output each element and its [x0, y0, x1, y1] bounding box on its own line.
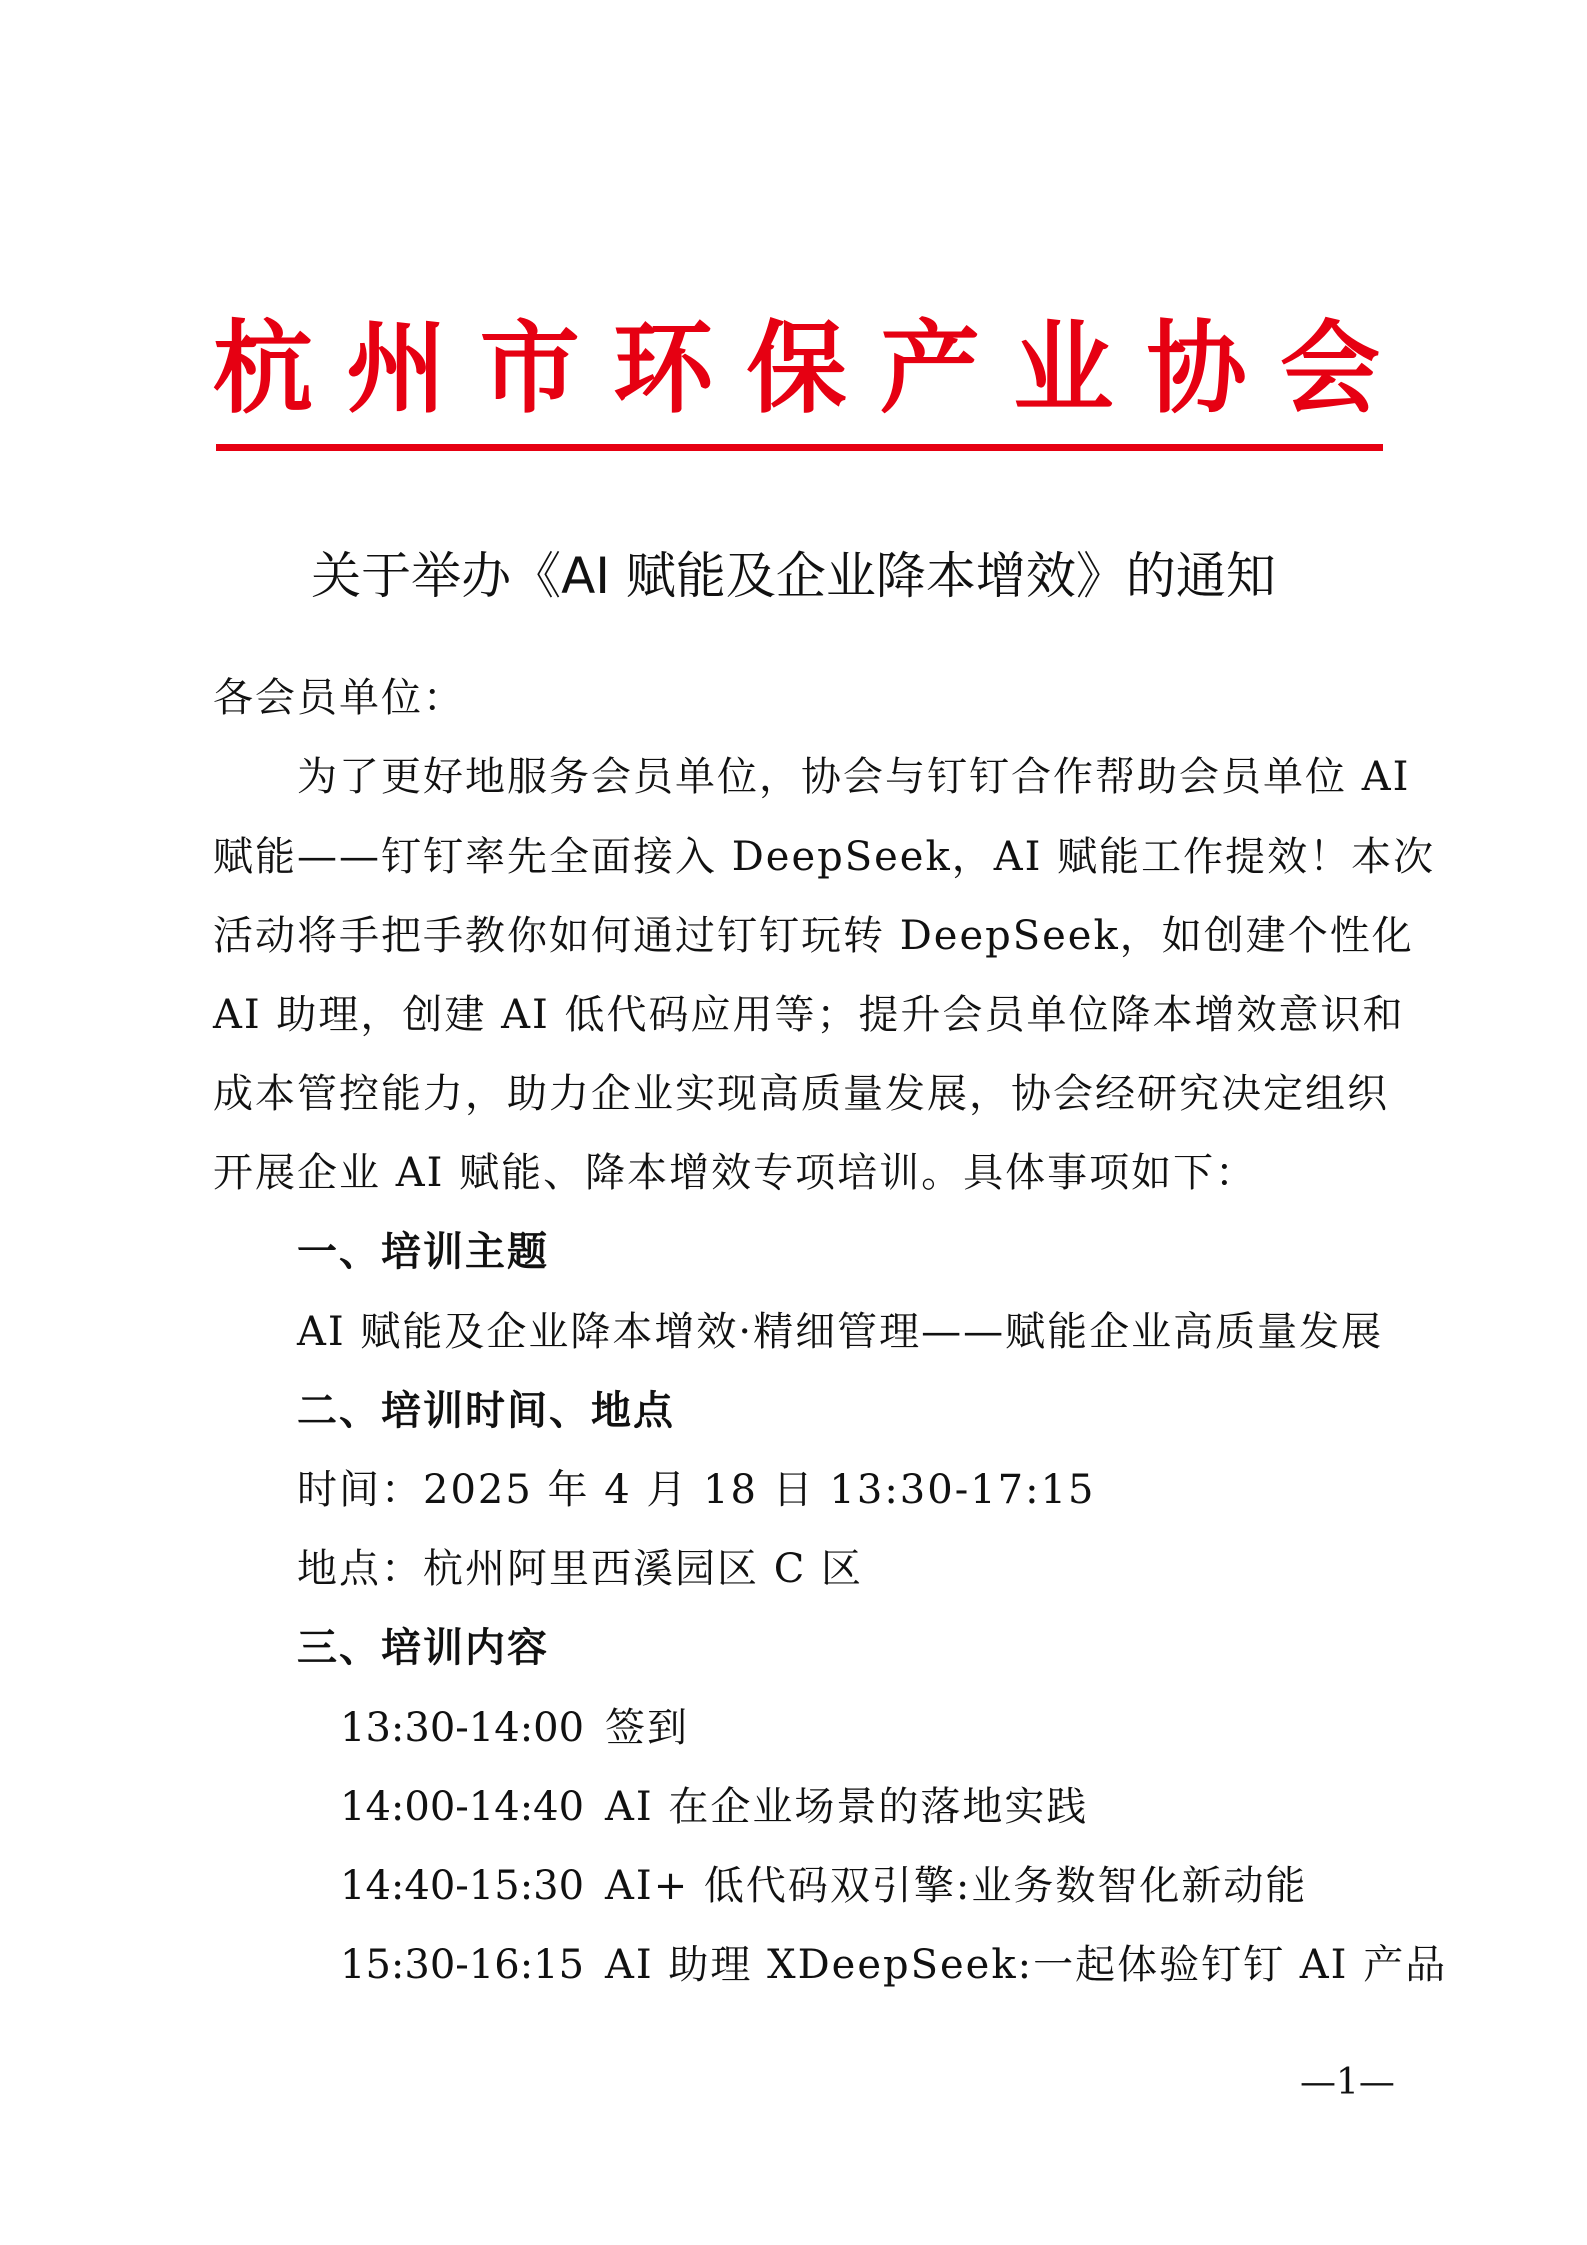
intro-line: 为了更好地服务会员单位，协会与钉钉合作帮助会员单位 AI — [297, 754, 1411, 800]
masthead-title: 杭州市环保产业协会 — [213, 309, 1380, 427]
section-heading-theme: 一、培训主题 — [297, 1229, 549, 1275]
schedule-item: AI+ 低代码双引擎:业务数智化新动能 — [605, 1863, 1308, 1909]
intro-line: 赋能——钉钉率先全面接入 DeepSeek，AI 赋能工作提效！本次 — [213, 834, 1436, 880]
section-heading-time-place: 二、培训时间、地点 — [297, 1388, 675, 1434]
schedule-item: AI 助理 XDeepSeek:一起体验钉钉 AI 产品 — [605, 1942, 1448, 1988]
schedule-time: 13:30-14:00 — [340, 1705, 585, 1751]
theme-content: AI 赋能及企业降本增效·精细管理——赋能企业高质量发展 — [297, 1309, 1384, 1355]
schedule-time: 15:30-16:15 — [340, 1942, 585, 1988]
schedule-item: AI 在企业场景的落地实践 — [605, 1784, 1089, 1830]
schedule-time: 14:40-15:30 — [340, 1863, 585, 1909]
page-number: —1— — [1300, 2062, 1395, 2103]
masthead-divider — [216, 444, 1383, 451]
notice-title: 关于举办《AI 赋能及企业降本增效》的通知 — [311, 547, 1276, 605]
intro-line: 开展企业 AI 赋能、降本增效专项培训。具体事项如下： — [213, 1150, 1258, 1196]
salutation: 各会员单位： — [213, 675, 465, 721]
training-time: 时间：2025 年 4 月 18 日 13:30-17:15 — [297, 1467, 1096, 1513]
section-heading-content: 三、培训内容 — [297, 1625, 549, 1671]
intro-line: 成本管控能力，助力企业实现高质量发展，协会经研究决定组织 — [213, 1071, 1389, 1117]
training-place: 地点：杭州阿里西溪园区 C 区 — [297, 1546, 864, 1592]
intro-line: AI 助理，创建 AI 低代码应用等；提升会员单位降本增效意识和 — [213, 992, 1405, 1038]
intro-line: 活动将手把手教你如何通过钉钉玩转 DeepSeek，如创建个性化 — [213, 913, 1414, 959]
schedule-time: 14:00-14:40 — [340, 1784, 585, 1830]
schedule-item: 签到 — [605, 1705, 689, 1751]
